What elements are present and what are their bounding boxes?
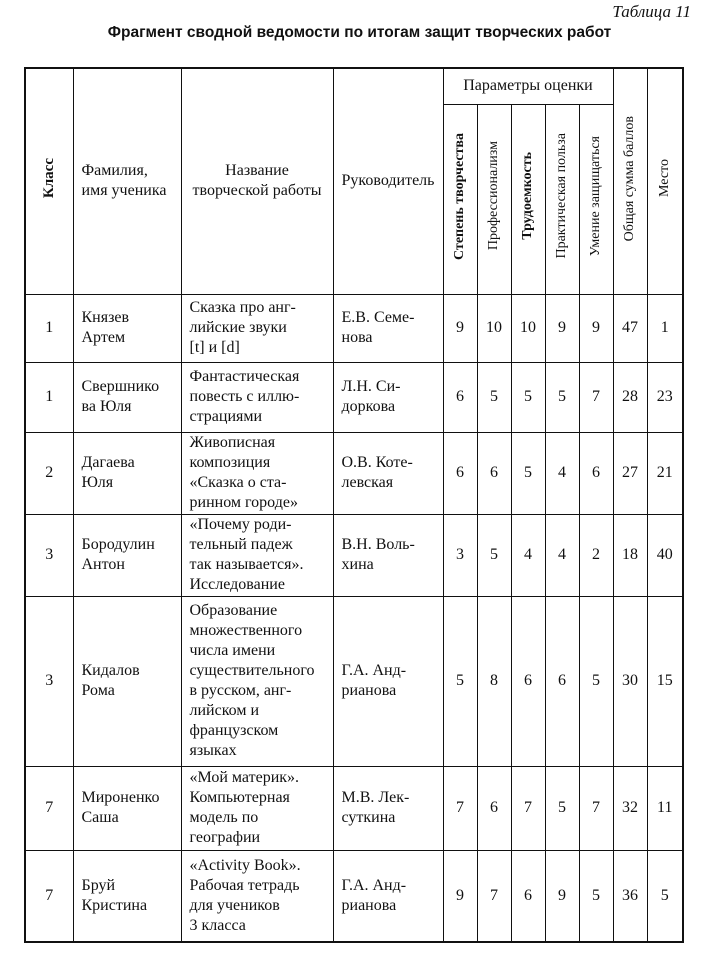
- student-cell: Бородулин Антон: [73, 514, 181, 596]
- place-cell: 21: [647, 432, 683, 514]
- supervisor-cell: В.Н. Воль- хина: [333, 514, 443, 596]
- score-practical-cell: 5: [545, 362, 579, 432]
- score-professionalism-cell: 10: [477, 294, 511, 362]
- score-professionalism-cell: 5: [477, 362, 511, 432]
- score-practical-cell: 4: [545, 432, 579, 514]
- summary-table: [24, 67, 684, 943]
- work-cell: Сказка про анг- лийские звуки [t] и [d]: [181, 294, 333, 362]
- header-supervisor: Руководитель: [333, 68, 443, 294]
- total-cell: 27: [613, 432, 647, 514]
- table-row: [25, 362, 683, 432]
- class-cell: 3: [25, 596, 73, 766]
- score-practical-cell: 6: [545, 596, 579, 766]
- class-cell: 7: [25, 766, 73, 850]
- student-cell: Князев Артем: [73, 294, 181, 362]
- class-cell: 3: [25, 514, 73, 596]
- class-cell: 1: [25, 362, 73, 432]
- score-labor-cell: 5: [511, 362, 545, 432]
- student-cell: Бруй Кристина: [73, 850, 181, 942]
- score-labor-cell: 4: [511, 514, 545, 596]
- score-practical-cell: 9: [545, 850, 579, 942]
- score-labor-cell: 10: [511, 294, 545, 362]
- place-cell: 15: [647, 596, 683, 766]
- supervisor-cell: Г.А. Анд- рианова: [333, 596, 443, 766]
- table-row: [25, 294, 683, 362]
- supervisor-cell: Л.Н. Си- доркова: [333, 362, 443, 432]
- place-cell: 11: [647, 766, 683, 850]
- header-params-group: Параметры оценки: [443, 68, 613, 104]
- supervisor-cell: О.В. Коте- левская: [333, 432, 443, 514]
- student-cell: Свершнико ва Юля: [73, 362, 181, 432]
- score-professionalism-cell: 7: [477, 850, 511, 942]
- total-cell: 18: [613, 514, 647, 596]
- place-cell: 40: [647, 514, 683, 596]
- student-cell: Дагаева Юля: [73, 432, 181, 514]
- class-cell: 7: [25, 850, 73, 942]
- header-work: Название творческой работы: [181, 68, 333, 294]
- work-cell: «Почему роди- тельный падеж так называется». Исследование: [181, 514, 333, 596]
- student-cell: Мироненко Саша: [73, 766, 181, 850]
- header-param-defense: Умение защищаться: [579, 104, 613, 294]
- score-practical-cell: 9: [545, 294, 579, 362]
- table-row: [25, 432, 683, 514]
- place-cell: 23: [647, 362, 683, 432]
- score-defense-cell: 5: [579, 850, 613, 942]
- place-cell: 1: [647, 294, 683, 362]
- place-cell: 5: [647, 850, 683, 942]
- class-cell: 2: [25, 432, 73, 514]
- header-param-creativity: Степень творчества: [443, 104, 477, 294]
- total-cell: 32: [613, 766, 647, 850]
- header-place: Место: [647, 68, 683, 294]
- class-cell: 1: [25, 294, 73, 362]
- student-cell: Кидалов Рома: [73, 596, 181, 766]
- score-creativity-cell: 9: [443, 850, 477, 942]
- supervisor-cell: Г.А. Анд- рианова: [333, 850, 443, 942]
- score-defense-cell: 9: [579, 294, 613, 362]
- header-param-practical: Практическая польза: [545, 104, 579, 294]
- score-labor-cell: 5: [511, 432, 545, 514]
- table-row: [25, 514, 683, 596]
- score-practical-cell: 5: [545, 766, 579, 850]
- header-param-professionalism: Профессионализм: [477, 104, 511, 294]
- score-defense-cell: 7: [579, 766, 613, 850]
- total-cell: 28: [613, 362, 647, 432]
- score-defense-cell: 5: [579, 596, 613, 766]
- score-labor-cell: 7: [511, 766, 545, 850]
- score-defense-cell: 7: [579, 362, 613, 432]
- total-cell: 47: [613, 294, 647, 362]
- table-title: Фрагмент сводной ведомости по итогам защит творческих работ: [107, 24, 612, 41]
- table-row: [25, 596, 683, 766]
- score-practical-cell: 4: [545, 514, 579, 596]
- score-professionalism-cell: 6: [477, 432, 511, 514]
- work-cell: «Activity Book». Рабочая тетрадь для учеников 3 класса: [181, 850, 333, 942]
- supervisor-cell: Е.В. Семе- нова: [333, 294, 443, 362]
- table-row: [25, 850, 683, 942]
- score-labor-cell: 6: [511, 850, 545, 942]
- score-professionalism-cell: 8: [477, 596, 511, 766]
- table-number: Таблица 11: [612, 2, 691, 21]
- score-creativity-cell: 5: [443, 596, 477, 766]
- table-row: [25, 766, 683, 850]
- work-cell: Образование множественного числа имени существительного в русском, анг- лийском и французском языках: [181, 596, 333, 766]
- work-cell: «Мой материк». Компьютерная модель по географии: [181, 766, 333, 850]
- supervisor-cell: М.В. Лек- суткина: [333, 766, 443, 850]
- header-total: Общая сумма баллов: [613, 68, 647, 294]
- score-creativity-cell: 9: [443, 294, 477, 362]
- score-labor-cell: 6: [511, 596, 545, 766]
- score-creativity-cell: 7: [443, 766, 477, 850]
- work-cell: Живописная композиция «Сказка о ста- ринном городе»: [181, 432, 333, 514]
- total-cell: 30: [613, 596, 647, 766]
- total-cell: 36: [613, 850, 647, 942]
- score-creativity-cell: 6: [443, 432, 477, 514]
- score-defense-cell: 6: [579, 432, 613, 514]
- score-defense-cell: 2: [579, 514, 613, 596]
- score-creativity-cell: 6: [443, 362, 477, 432]
- header-student: Фамилия, имя ученика: [73, 68, 181, 294]
- header-param-labor: Трудоемкость: [511, 104, 545, 294]
- work-cell: Фантастическая повесть с иллю- страциями: [181, 362, 333, 432]
- score-professionalism-cell: 6: [477, 766, 511, 850]
- score-professionalism-cell: 5: [477, 514, 511, 596]
- score-creativity-cell: 3: [443, 514, 477, 596]
- header-class: Класс: [25, 68, 73, 294]
